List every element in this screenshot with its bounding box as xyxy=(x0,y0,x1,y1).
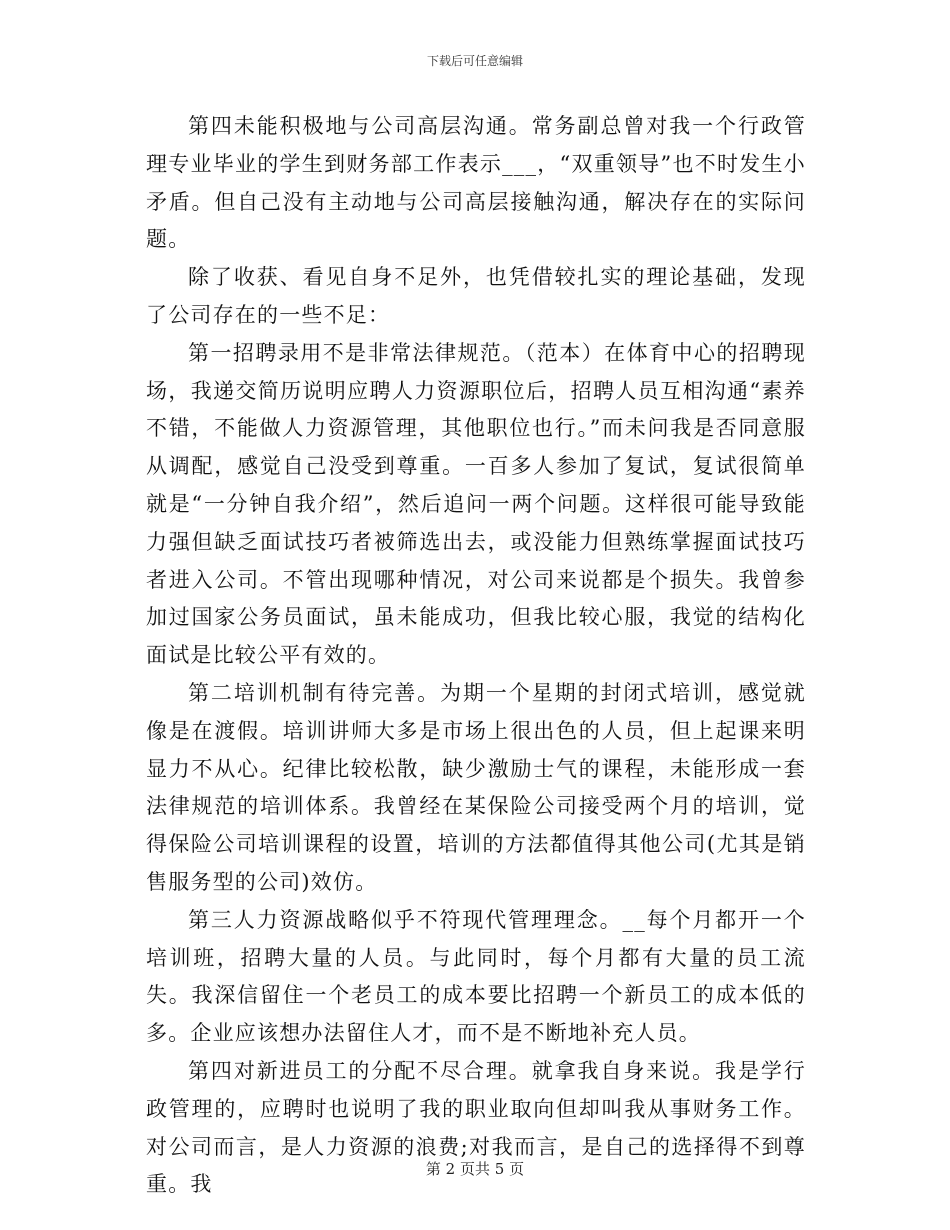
page-number-footer: 第 2 页共 5 页 xyxy=(425,1160,525,1178)
paragraph: 第一招聘录用不是非常法律规范。（范本）在体育中心的招聘现场，我递交简历说明应聘人力资源职位后，招聘人员互相沟通“素养不错，不能做人力资源管理，其他职位也行。”而未问我是否同意服从调配，感觉自己没受到尊重。一百多人参加了复试，复试很简单就是“一分钟自我介绍”，然后追问一两个问题。这样很可能导致能力强但缺乏面试技巧者被筛选出去，或没能力但熟练掌握面试技巧者进入公司。不管出现哪种情况，对公司来说都是个损失。我曾参加过国家公务员面试，虽未能成功，但我比较心服，我觉的结构化面试是比较公平有效的。 xyxy=(146,340,806,668)
paragraph: 第二培训机制有待完善。为期一个星期的封闭式培训，感觉就像是在渡假。培训讲师大多是市场上很出色的人员，但上起课来明显力不从心。纪律比较松散，缺少激励士气的课程，未能形成一套法律规范的培训体系。我曾经在某保险公司接受两个月的培训，觉得保险公司培训课程的设置，培训的方法都值得其他公司(尤其是销售服务型的公司)效仿。 xyxy=(146,680,806,894)
document-body xyxy=(146,108,806,1204)
paragraph: 第四未能积极地与公司高层沟通。常务副总曾对我一个行政管理专业毕业的学生到财务部工作表示___，“双重领导”也不时发生小矛盾。但自己没有主动地与公司高层接触沟通，解决存在的实际问题。 xyxy=(146,114,806,252)
page-header: 下载后可任意编辑 xyxy=(426,54,523,68)
paragraph: 第三人力资源战略似乎不符现代管理理念。__每个月都开一个培训班，招聘大量的人员。与此同时，每个月都有大量的员工流失。我深信留住一个老员工的成本要比招聘一个新员工的成本低的多。企业应该想办法留住人才，而不是不断地补充人员。 xyxy=(146,907,806,1046)
paragraph: 第四对新进员工的分配不尽合理。就拿我自身来说。我是学行政管理的，应聘时也说明了我的职业取向但却叫我从事财务工作。对公司而言，是人力资源的浪费;对我而言，是自己的选择得不到尊重。我 xyxy=(146,1058,806,1197)
paragraph: 除了收获、看见自身不足外，也凭借较扎实的理论基础，发现了公司存在的一些不足： xyxy=(146,265,806,327)
